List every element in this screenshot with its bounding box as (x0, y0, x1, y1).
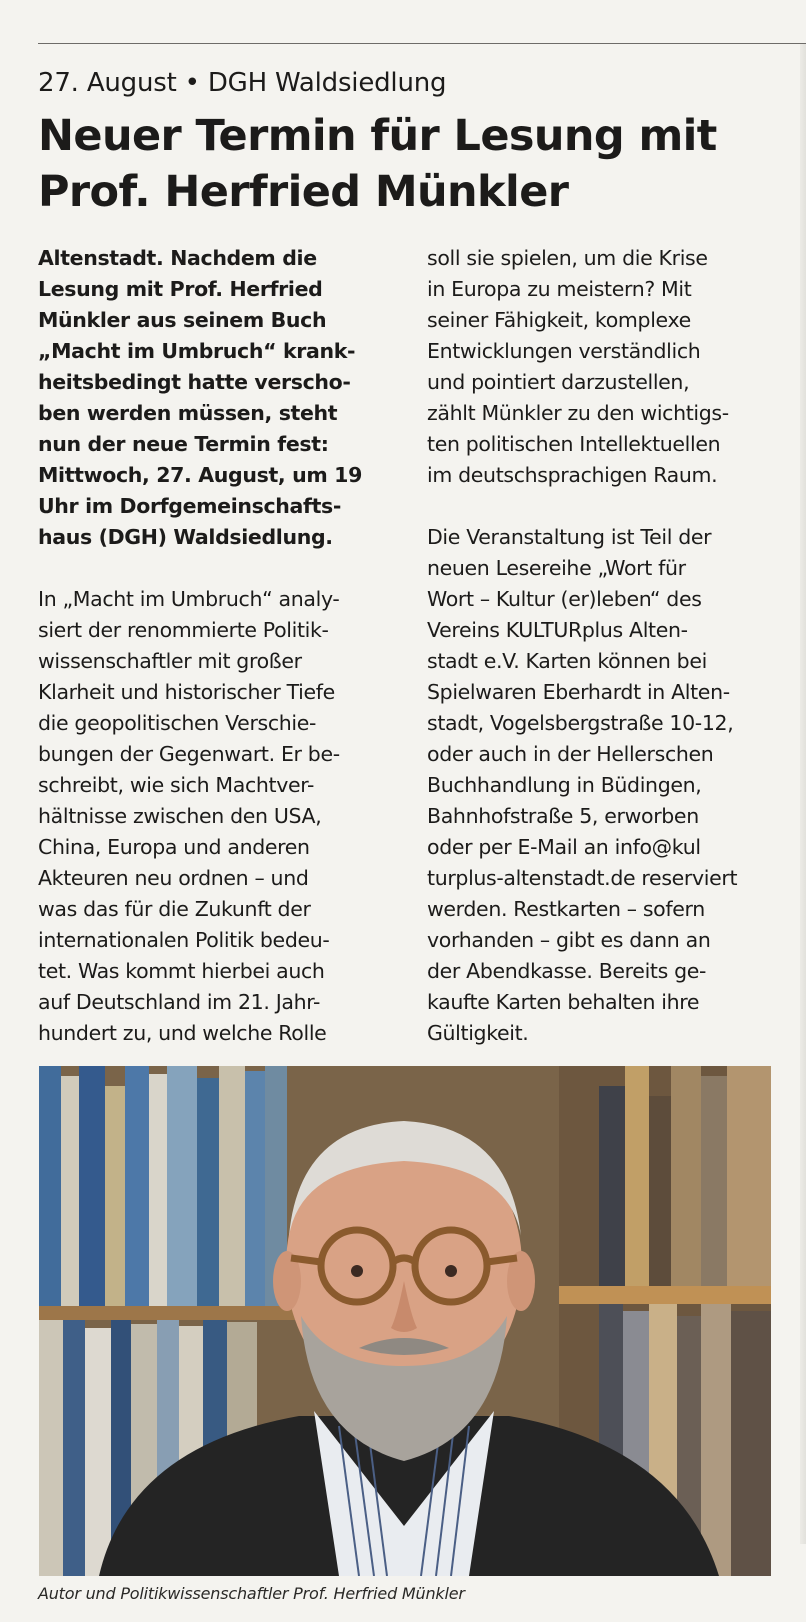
lead-line: Altenstadt. Nachdem die (38, 246, 317, 270)
body-line: siert der renommierte Politik- (38, 618, 329, 642)
body-line: auf Deutschland im 21. Jahr- (38, 990, 321, 1014)
body-line: internationalen Politik bedeu- (38, 928, 330, 952)
right-column (427, 243, 806, 1049)
body-line: Die Veranstaltung ist Teil der (427, 525, 712, 549)
body-line: stadt e.V. Karten können bei (427, 649, 707, 673)
lead-line: Uhr im Dorfgemeinschafts- (38, 494, 342, 518)
body-line: hundert zu, und welche Rolle (38, 1021, 327, 1045)
photo-caption: Autor und Politikwissenschaftler Prof. Herfried Münkler (38, 1584, 465, 1603)
body-line: im deutschsprachigen Raum. (427, 463, 718, 487)
body-line: die geopolitischen Verschie- (38, 711, 317, 735)
headline-line: Neuer Termin für Lesung mit (38, 111, 717, 161)
lead-line: Lesung mit Prof. Herfried (38, 277, 323, 301)
body-line: Bahnhofstraße 5, erworben (427, 804, 699, 828)
body-line: soll sie spielen, um die Krise (427, 246, 708, 270)
body-line: hältnisse zwischen den USA, (38, 804, 322, 828)
body-line: was das für die Zukunft der (38, 897, 311, 921)
article-headline (38, 108, 798, 220)
lead-line: nun der neue Termin fest: (38, 432, 329, 456)
body-line: Klarheit und historischer Tiefe (38, 680, 335, 704)
body-line: zählt Münkler zu den wichtigs- (427, 401, 729, 425)
lead-line: Mittwoch, 27. August, um 19 (38, 463, 362, 487)
body-line: stadt, Vogelsbergstraße 10-12, (427, 711, 734, 735)
author-portrait-photo (39, 1066, 771, 1576)
body-line: ten politischen Intellektuellen (427, 432, 721, 456)
body-line: oder per E-Mail an info@kul (427, 835, 701, 859)
body-paragraph-1 (38, 584, 418, 1049)
paragraph-gap (427, 491, 806, 522)
body-line: werden. Restkarten – sofern (427, 897, 705, 921)
lead-line: ben werden müssen, steht (38, 401, 338, 425)
body-line: schreibt, wie sich Machtver- (38, 773, 315, 797)
body-paragraph-3 (427, 522, 806, 1049)
body-line: turplus-altenstadt.de reserviert (427, 866, 738, 890)
body-line: Entwicklungen verständlich (427, 339, 701, 363)
body-line: Buchhandlung in Büdingen, (427, 773, 702, 797)
paragraph-gap (38, 553, 418, 584)
lead-line: „Macht im Umbruch“ krank- (38, 339, 356, 363)
body-line: China, Europa und anderen (38, 835, 310, 859)
headline-line: Prof. Herfried Münkler (38, 167, 569, 217)
body-line: der Abendkasse. Bereits ge- (427, 959, 707, 983)
body-line: seiner Fähigkeit, komplexe (427, 308, 691, 332)
body-line: tet. Was kommt hierbei auch (38, 959, 325, 983)
body-line: wissenschaftler mit großer (38, 649, 302, 673)
body-line: Vereins KULTURplus Alten- (427, 618, 688, 642)
body-line: in Europa zu meistern? Mit (427, 277, 692, 301)
lead-paragraph (38, 243, 418, 553)
left-column (38, 243, 418, 1049)
lead-line: Münkler aus seinem Buch (38, 308, 327, 332)
body-line: Akteuren neu ordnen – und (38, 866, 309, 890)
body-line: vorhanden – gibt es dann an (427, 928, 711, 952)
lead-line: haus (DGH) Waldsiedlung. (38, 525, 333, 549)
body-line: neuen Lesereihe „Wort für (427, 556, 686, 580)
body-line: Gültigkeit. (427, 1021, 529, 1045)
article-kicker: 27. August • DGH Waldsiedlung (38, 68, 447, 98)
lead-line: heitsbedingt hatte verscho- (38, 370, 351, 394)
body-line: oder auch in der Hellerschen (427, 742, 714, 766)
body-line: In „Macht im Umbruch“ analy- (38, 587, 340, 611)
body-line: Spielwaren Eberhardt in Alten- (427, 680, 730, 704)
body-line: Wort – Kultur (er)leben“ des (427, 587, 702, 611)
body-line: bungen der Gegenwart. Er be- (38, 742, 340, 766)
body-paragraph-2 (427, 243, 806, 491)
top-rule (38, 43, 806, 44)
body-line: kaufte Karten behalten ihre (427, 990, 700, 1014)
body-line: und pointiert darzustellen, (427, 370, 690, 394)
